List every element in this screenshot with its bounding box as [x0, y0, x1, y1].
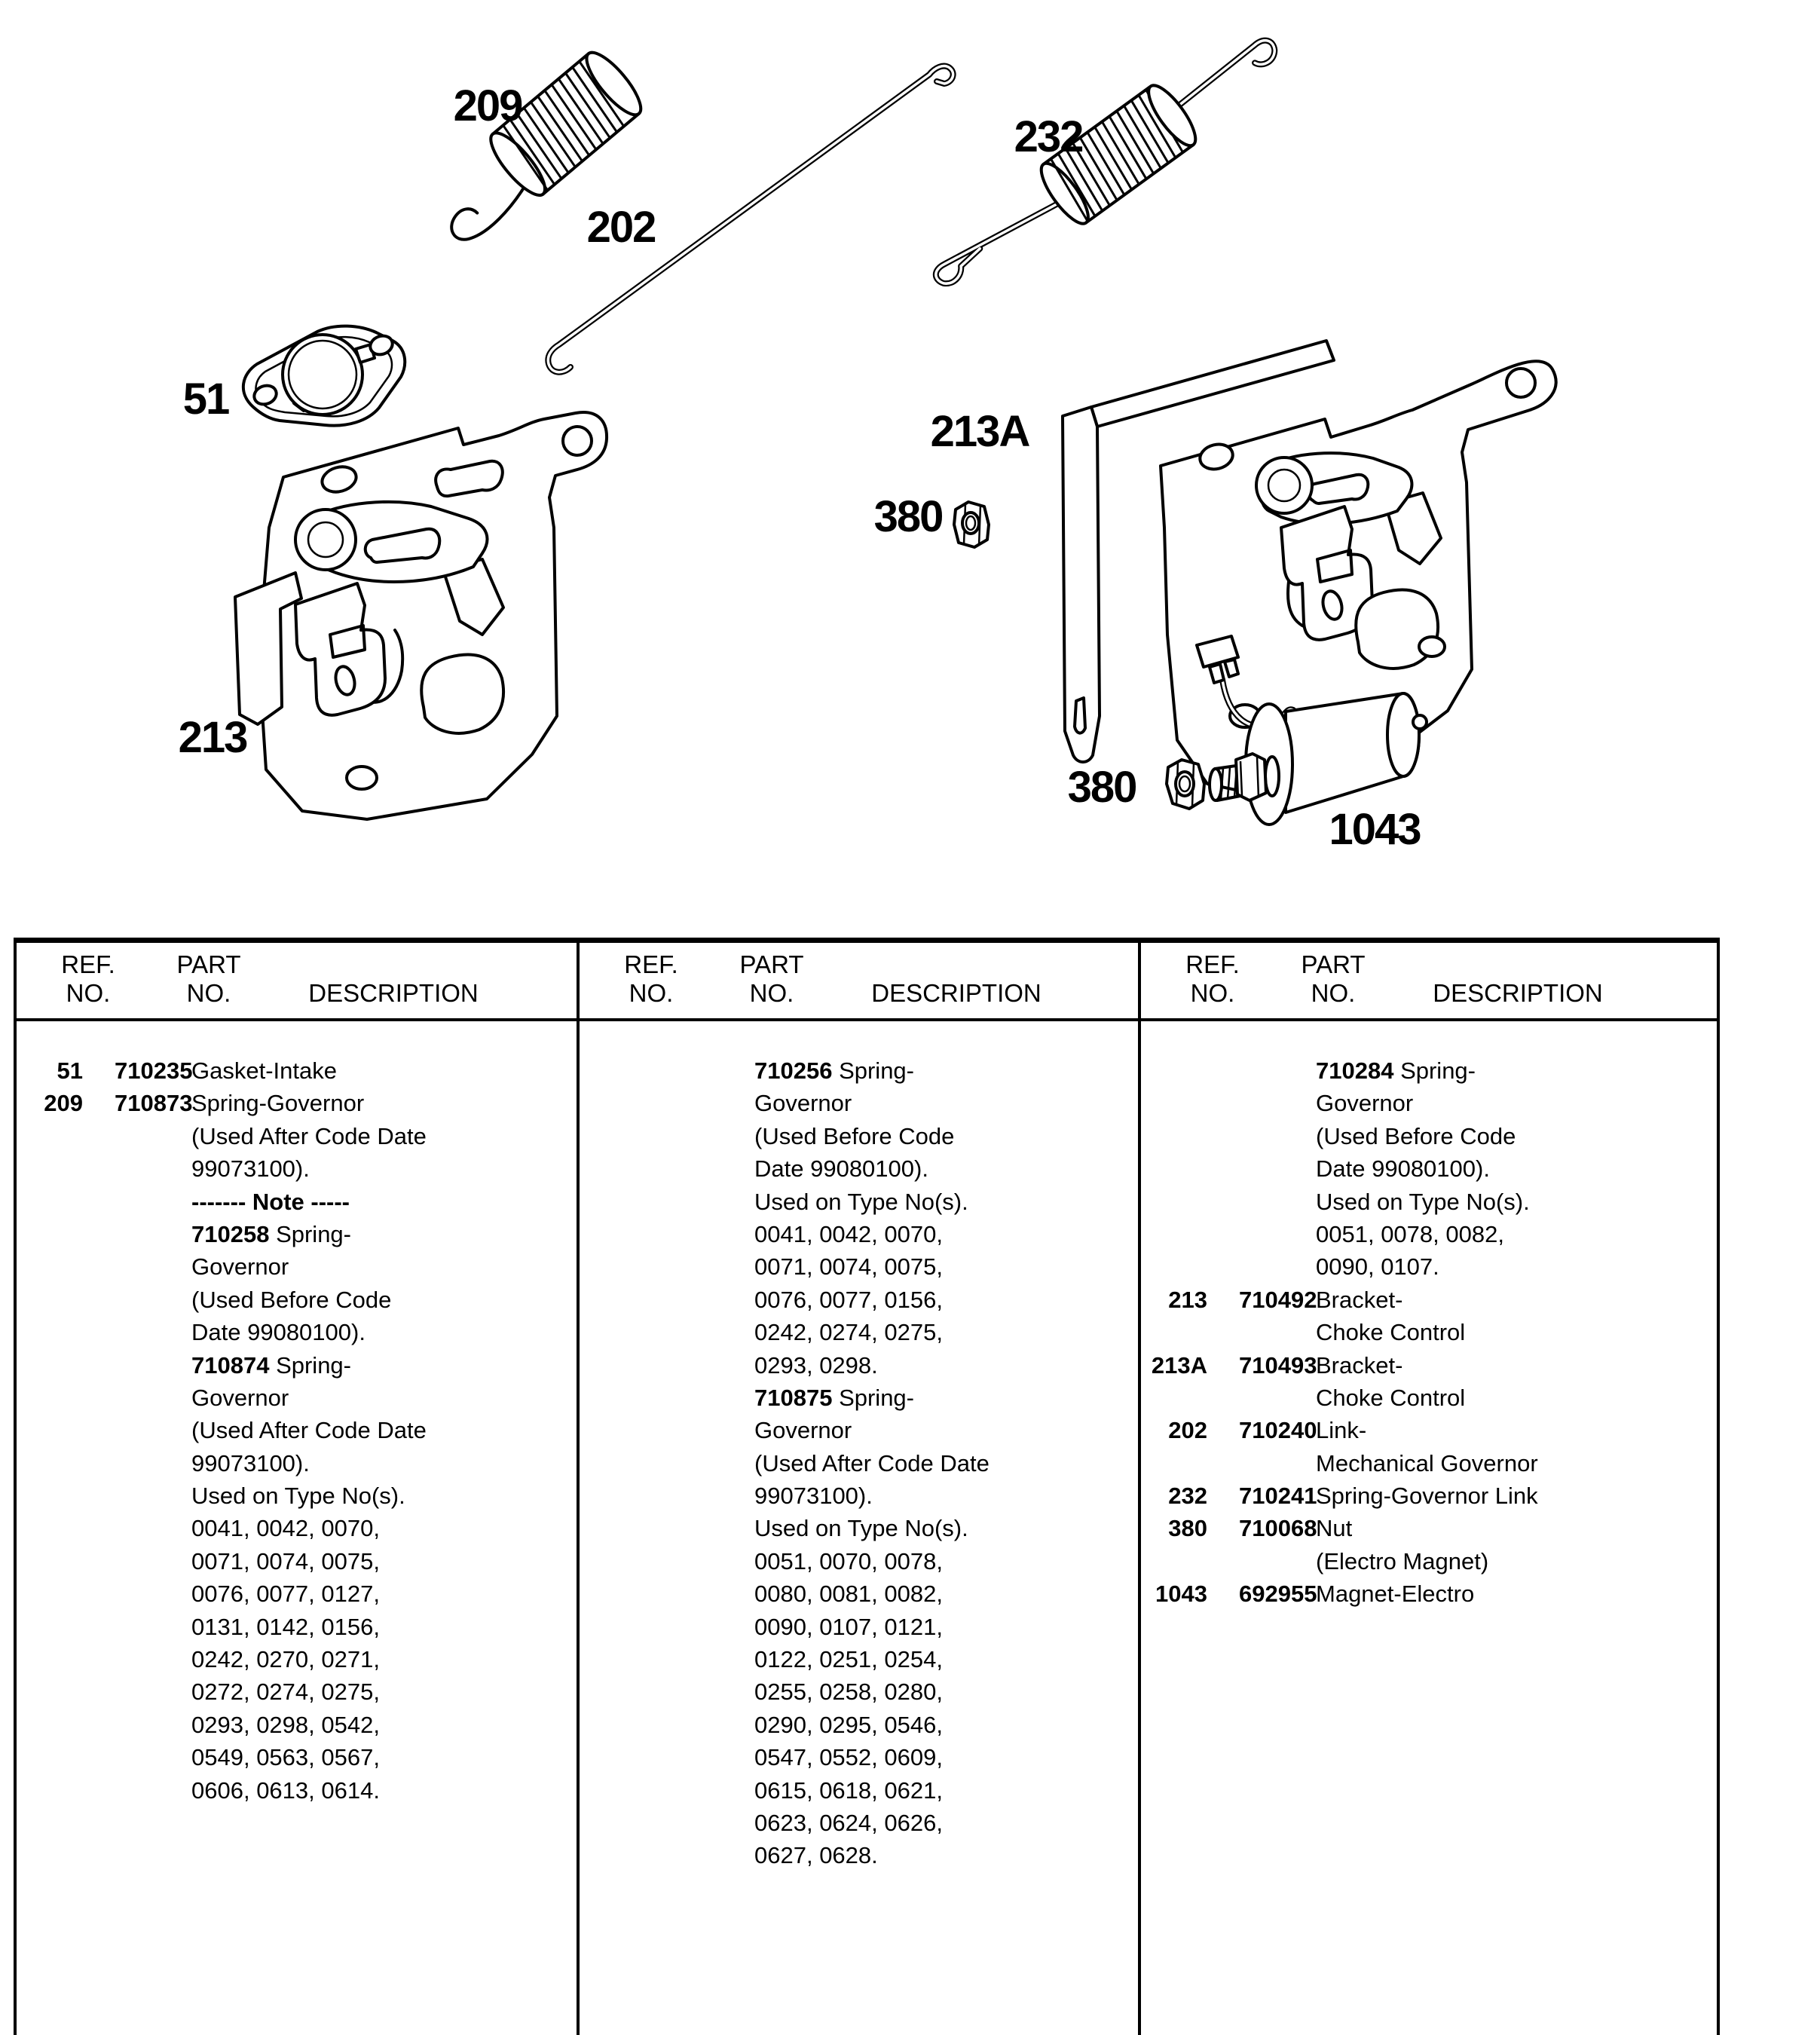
table-line: [580, 1250, 1138, 1283]
table-line: [580, 1186, 1138, 1218]
table-line: [17, 1152, 577, 1185]
column-3-header: [1141, 943, 1717, 1021]
callout-380-upper: 380: [873, 492, 943, 541]
table-line: [17, 1382, 577, 1414]
part-no: 710492: [1239, 1286, 1317, 1313]
description: Mechanical Governor: [1316, 1449, 1538, 1477]
description: 0131, 0142, 0156,: [191, 1613, 380, 1640]
header-ref-line2: NO.: [629, 979, 674, 1007]
table-line: [17, 1545, 577, 1578]
description: Choke Control: [1316, 1384, 1466, 1411]
table-line: [17, 1120, 577, 1152]
table-line: [1141, 1250, 1717, 1283]
table-line: [580, 1054, 1138, 1087]
header-part-line2: NO.: [749, 979, 794, 1007]
description: 0293, 0298.: [754, 1351, 878, 1379]
ref-no: 1043: [1155, 1581, 1207, 1608]
description: Choke Control: [1316, 1319, 1466, 1346]
table-line: [17, 1643, 577, 1675]
table-line: [580, 1087, 1138, 1119]
table-line: [17, 1054, 577, 1087]
description: 0615, 0618, 0621,: [754, 1776, 943, 1804]
parts-diagram: [0, 0, 1820, 938]
description: 0051, 0078, 0082,: [1316, 1220, 1504, 1247]
callout-1043: 1043: [1329, 805, 1421, 854]
description: Used on Type No(s).: [754, 1188, 968, 1215]
parts-table-column-2: [580, 943, 1141, 2035]
header-description: DESCRIPTION: [871, 979, 1042, 1007]
table-line: [1141, 1382, 1717, 1414]
ref-no: 209: [44, 1090, 83, 1117]
description: 0090, 0107, 0121,: [754, 1613, 943, 1640]
table-line: [580, 1839, 1138, 1871]
description: 0242, 0274, 0275,: [754, 1319, 943, 1346]
bracket-choke-control-213-drawing: [235, 412, 607, 819]
ref-no: 380: [1168, 1515, 1207, 1542]
description: 0122, 0251, 0254,: [754, 1646, 943, 1673]
column-1-header: [17, 943, 577, 1021]
table-line: [580, 1480, 1138, 1512]
description: (Used Before Code: [754, 1122, 955, 1149]
header-description: DESCRIPTION: [1433, 979, 1603, 1007]
table-line: [17, 1087, 577, 1119]
header-part-line2: NO.: [186, 979, 231, 1007]
description: Magnet-Electro: [1316, 1581, 1475, 1608]
description: 710256 Spring-: [754, 1057, 914, 1084]
description: Spring-Governor: [191, 1090, 365, 1117]
description: Governor: [191, 1253, 289, 1281]
table-line: [580, 1447, 1138, 1480]
table-line: [580, 1741, 1138, 1773]
description: 0255, 0258, 0280,: [754, 1678, 943, 1706]
table-line: [580, 1316, 1138, 1348]
description: 0623, 0624, 0626,: [754, 1809, 943, 1836]
table-line: [17, 1512, 577, 1544]
table-line: [17, 1218, 577, 1250]
header-description: DESCRIPTION: [308, 979, 479, 1007]
table-line: [17, 1447, 577, 1480]
table-line: [580, 1675, 1138, 1708]
part-no: 710493: [1239, 1351, 1317, 1379]
table-line: [580, 1709, 1138, 1741]
header-ref-line1: REF.: [624, 950, 678, 978]
table-line: [580, 1774, 1138, 1807]
column-3-body: [1141, 1021, 1717, 1611]
ref-no: 202: [1168, 1417, 1207, 1444]
description: Used on Type No(s).: [191, 1483, 405, 1510]
table-line: [1141, 1186, 1717, 1218]
spring-governor-link-232-drawing: [919, 14, 1293, 313]
header-part-line2: NO.: [1311, 979, 1356, 1007]
table-line: [580, 1218, 1138, 1250]
description: 0549, 0563, 0567,: [191, 1744, 380, 1771]
description: 0090, 0107.: [1316, 1253, 1439, 1281]
table-line: [17, 1741, 577, 1773]
parts-table-column-3: [1141, 943, 1717, 2035]
nut-380-upper-drawing: [954, 502, 989, 547]
table-line: [1141, 1349, 1717, 1382]
gasket-intake-51-drawing: [243, 326, 405, 426]
description: 0041, 0042, 0070,: [754, 1220, 943, 1247]
description: 0080, 0081, 0082,: [754, 1581, 943, 1608]
description: Link-: [1316, 1417, 1367, 1444]
table-line: [17, 1284, 577, 1316]
table-line: [580, 1611, 1138, 1643]
description: 0071, 0074, 0075,: [191, 1547, 380, 1574]
description: 0242, 0270, 0271,: [191, 1646, 380, 1673]
description: 0076, 0077, 0127,: [191, 1581, 380, 1608]
table-line: [580, 1545, 1138, 1578]
description: Used on Type No(s).: [754, 1515, 968, 1542]
description: Governor: [754, 1417, 852, 1444]
callout-213: 213: [178, 713, 247, 762]
description: 99073100).: [754, 1483, 873, 1510]
header-ref-line1: REF.: [61, 950, 115, 978]
description: Used on Type No(s).: [1316, 1188, 1530, 1215]
table-line: [580, 1512, 1138, 1544]
table-line: [1141, 1152, 1717, 1185]
table-line: [1141, 1316, 1717, 1348]
table-line: [580, 1120, 1138, 1152]
table-line: [17, 1414, 577, 1446]
description: (Electro Magnet): [1316, 1547, 1489, 1574]
callout-380-lower: 380: [1067, 763, 1136, 812]
callout-209: 209: [453, 81, 522, 130]
table-line: [17, 1250, 577, 1283]
description: 0606, 0613, 0614.: [191, 1776, 380, 1804]
description: (Used After Code Date: [191, 1122, 427, 1149]
description: 0272, 0274, 0275,: [191, 1678, 380, 1706]
description: Governor: [1316, 1090, 1414, 1117]
header-part-line1: PART: [176, 950, 241, 978]
table-line: [580, 1807, 1138, 1839]
table-line: [580, 1578, 1138, 1610]
part-no: 710068: [1239, 1515, 1317, 1542]
description: 0076, 0077, 0156,: [754, 1286, 943, 1313]
description: (Used Before Code: [1316, 1122, 1516, 1149]
column-2-header: [580, 943, 1138, 1021]
table-line: [580, 1152, 1138, 1185]
table-line: [1141, 1545, 1717, 1578]
description: Gasket-Intake: [191, 1057, 337, 1084]
header-part-line1: PART: [1301, 950, 1366, 978]
table-line: [17, 1774, 577, 1807]
table-line: [1141, 1414, 1717, 1446]
description: Date 99080100).: [1316, 1155, 1490, 1183]
part-no: 710240: [1239, 1417, 1317, 1444]
description: 710284 Spring-: [1316, 1057, 1476, 1084]
table-line: [17, 1349, 577, 1382]
table-line: [1141, 1512, 1717, 1544]
header-ref-line1: REF.: [1185, 950, 1240, 978]
description: Date 99080100).: [754, 1155, 928, 1183]
table-line: [1141, 1054, 1717, 1087]
table-line: [580, 1414, 1138, 1446]
table-line: [1141, 1284, 1717, 1316]
header-part-line1: PART: [739, 950, 804, 978]
table-line: [1141, 1480, 1717, 1512]
description: Governor: [191, 1384, 289, 1411]
description: 0547, 0552, 0609,: [754, 1744, 943, 1771]
description: 710874 Spring-: [191, 1351, 351, 1379]
table-line: [17, 1316, 577, 1348]
table-line: [1141, 1087, 1717, 1119]
header-ref-line2: NO.: [1190, 979, 1235, 1007]
part-no: 710241: [1239, 1483, 1317, 1510]
description: 99073100).: [191, 1155, 310, 1183]
description: Nut: [1316, 1515, 1353, 1542]
description: 710258 Spring-: [191, 1220, 351, 1247]
ref-no: 232: [1168, 1483, 1207, 1510]
table-line: [580, 1643, 1138, 1675]
column-1-body: [17, 1021, 577, 1807]
description: 0041, 0042, 0070,: [191, 1515, 380, 1542]
table-line: [580, 1349, 1138, 1382]
table-line: [17, 1675, 577, 1708]
callout-232: 232: [1014, 112, 1083, 161]
description: Governor: [754, 1090, 852, 1117]
description: 99073100).: [191, 1449, 310, 1477]
ref-no: 51: [57, 1057, 83, 1084]
column-2-body: [580, 1021, 1138, 1872]
part-no: 710873: [115, 1090, 193, 1117]
table-line: [1141, 1578, 1717, 1610]
description: Bracket-: [1316, 1286, 1403, 1313]
part-no: 692955: [1239, 1581, 1317, 1608]
description: 0051, 0070, 0078,: [754, 1547, 943, 1574]
description: ------- Note -----: [191, 1188, 350, 1215]
callout-202: 202: [586, 203, 656, 252]
table-line: [1141, 1120, 1717, 1152]
table-line: [1141, 1447, 1717, 1480]
table-line: [17, 1611, 577, 1643]
description: (Used After Code Date: [191, 1417, 427, 1444]
ref-no: 213: [1168, 1286, 1207, 1313]
description: (Used After Code Date: [754, 1449, 990, 1477]
table-line: [17, 1186, 577, 1218]
description: 0290, 0295, 0546,: [754, 1711, 943, 1738]
description: Bracket-: [1316, 1351, 1403, 1379]
description: (Used Before Code: [191, 1286, 392, 1313]
table-line: [17, 1480, 577, 1512]
nut-380-lower-drawing: [1167, 760, 1204, 809]
ref-no: 213A: [1151, 1351, 1207, 1379]
table-line: [1141, 1218, 1717, 1250]
description: Spring-Governor Link: [1316, 1483, 1538, 1510]
description: 0627, 0628.: [754, 1842, 878, 1869]
description: 0071, 0074, 0075,: [754, 1253, 943, 1281]
description: 710875 Spring-: [754, 1384, 914, 1411]
table-line: [17, 1578, 577, 1610]
parts-table-column-1: [17, 943, 580, 2035]
table-line: [580, 1284, 1138, 1316]
part-no: 710235: [115, 1057, 193, 1084]
callout-213A: 213A: [930, 407, 1029, 456]
header-ref-line2: NO.: [66, 979, 111, 1007]
callout-51: 51: [182, 375, 229, 424]
table-line: [580, 1382, 1138, 1414]
description: Date 99080100).: [191, 1319, 366, 1346]
parts-table: [14, 938, 1720, 2035]
description: 0293, 0298, 0542,: [191, 1711, 380, 1738]
table-line: [17, 1709, 577, 1741]
